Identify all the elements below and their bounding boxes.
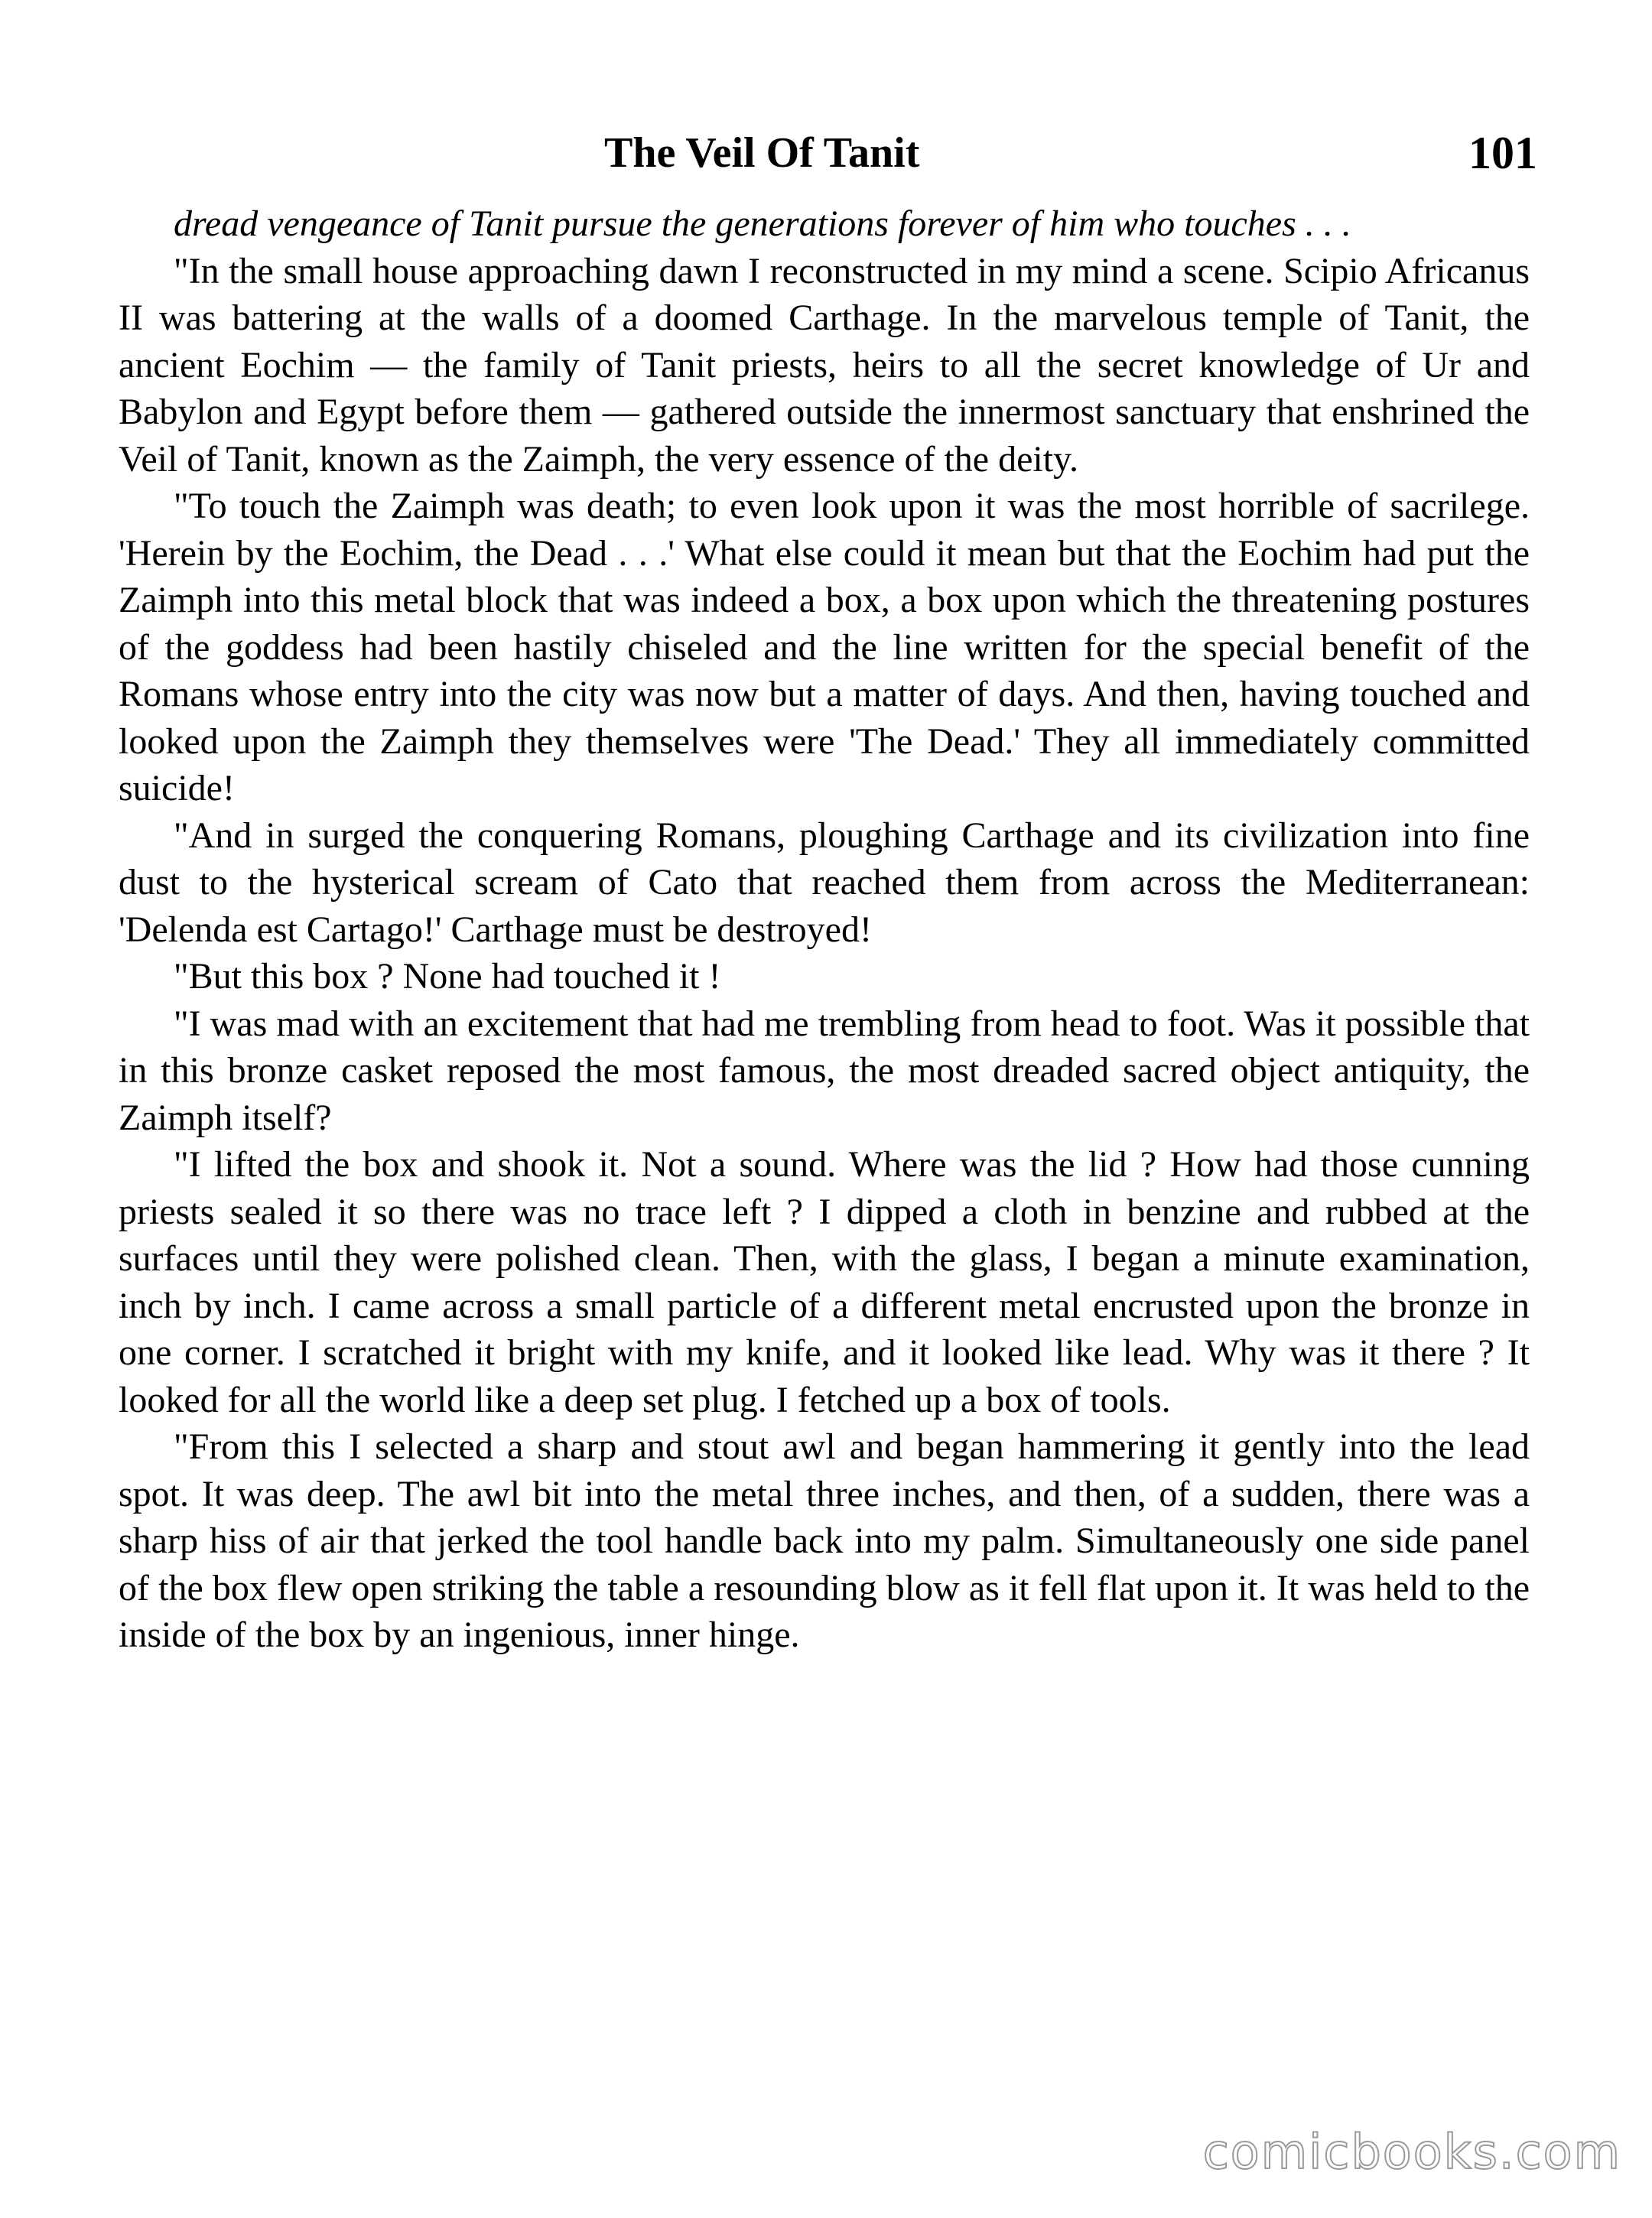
watermark-text: comicbooks.com xyxy=(1202,2124,1621,2180)
paragraph-continuation: dread vengeance of Tanit pursue the generations forever of him who touches . . . xyxy=(174,203,1351,244)
paragraph: "I lifted the box and shook it. Not a sound. Where was the lid ? How had those cunning priests sealed it so there was no trace left ? I dipped a cloth in benzine and rubbed at the surfaces until they were polished clean. Then, with the glass, I began a minute examination, inch by inch. I came across a small particle of a different metal encrusted upon the bronze in one corner. I scratched it bright with my knife, and it looked like lead. Why was it there ? It looked for all the world like a deep set plug. I fetched up a box of tools. xyxy=(119,1144,1530,1420)
paragraph: "In the small house approaching dawn I reconstructed in my mind a scene. Scipio Africanus II was battering at the walls of a doomed Carthage. In the marvelous temple of Tanit, the ancient Eochim — the family of Tanit priests, heirs to all the secret knowledge of Ur and Babylon and Egypt before them — gathered outside the innermost sanctuary that enshrined the Veil of Tanit, known as the Zaimph, the very essence of the deity. xyxy=(119,250,1530,480)
running-title: The Veil Of Tanit xyxy=(604,129,920,177)
paragraph: "To touch the Zaimph was death; to even look upon it was the most horrible of sacrilege. 'Herein by the Eochim, the Dead . . .' What else could it mean but that the Eochim had put the Zaimph into this metal block that was indeed a box, a box upon which the threatening postures of the goddess had been hastily chiseled and the line written for the special benefit of the Romans whose entry into the city was now but a matter of days. And then, having touched and looked upon the Zaimph they themselves were 'The Dead.' They all immediately committed suicide! xyxy=(119,486,1530,808)
page-header xyxy=(0,122,1652,184)
paragraph: "But this box ? None had touched it ! xyxy=(174,956,721,997)
paragraph: "And in surged the conquering Romans, ploughing Carthage and its civilization into fine dust to the hysterical scream of Cato that reached them from across the Mediterranean: 'Delenda est Cartago!' Carthage must be destroyed! xyxy=(119,815,1530,950)
paragraph: "From this I selected a sharp and stout awl and began hammering it gently into the lead spot. It was deep. The awl bit into the metal three inches, and then, of a sudden, there was a sharp hiss of air that jerked the tool handle back into my palm. Simultaneously one side panel of the box flew open striking the table a resounding blow as it fell flat upon it. It was held to the inside of the box by an ingenious, inner hinge. xyxy=(119,1426,1530,1655)
body-text xyxy=(119,200,1530,1659)
page-number: 101 xyxy=(1468,128,1537,178)
paragraph: "I was mad with an excitement that had me trembling from head to foot. Was it possible that in this bronze casket reposed the most famous, the most dreaded sacred object antiquity, the Zaimph itself? xyxy=(119,1003,1530,1138)
